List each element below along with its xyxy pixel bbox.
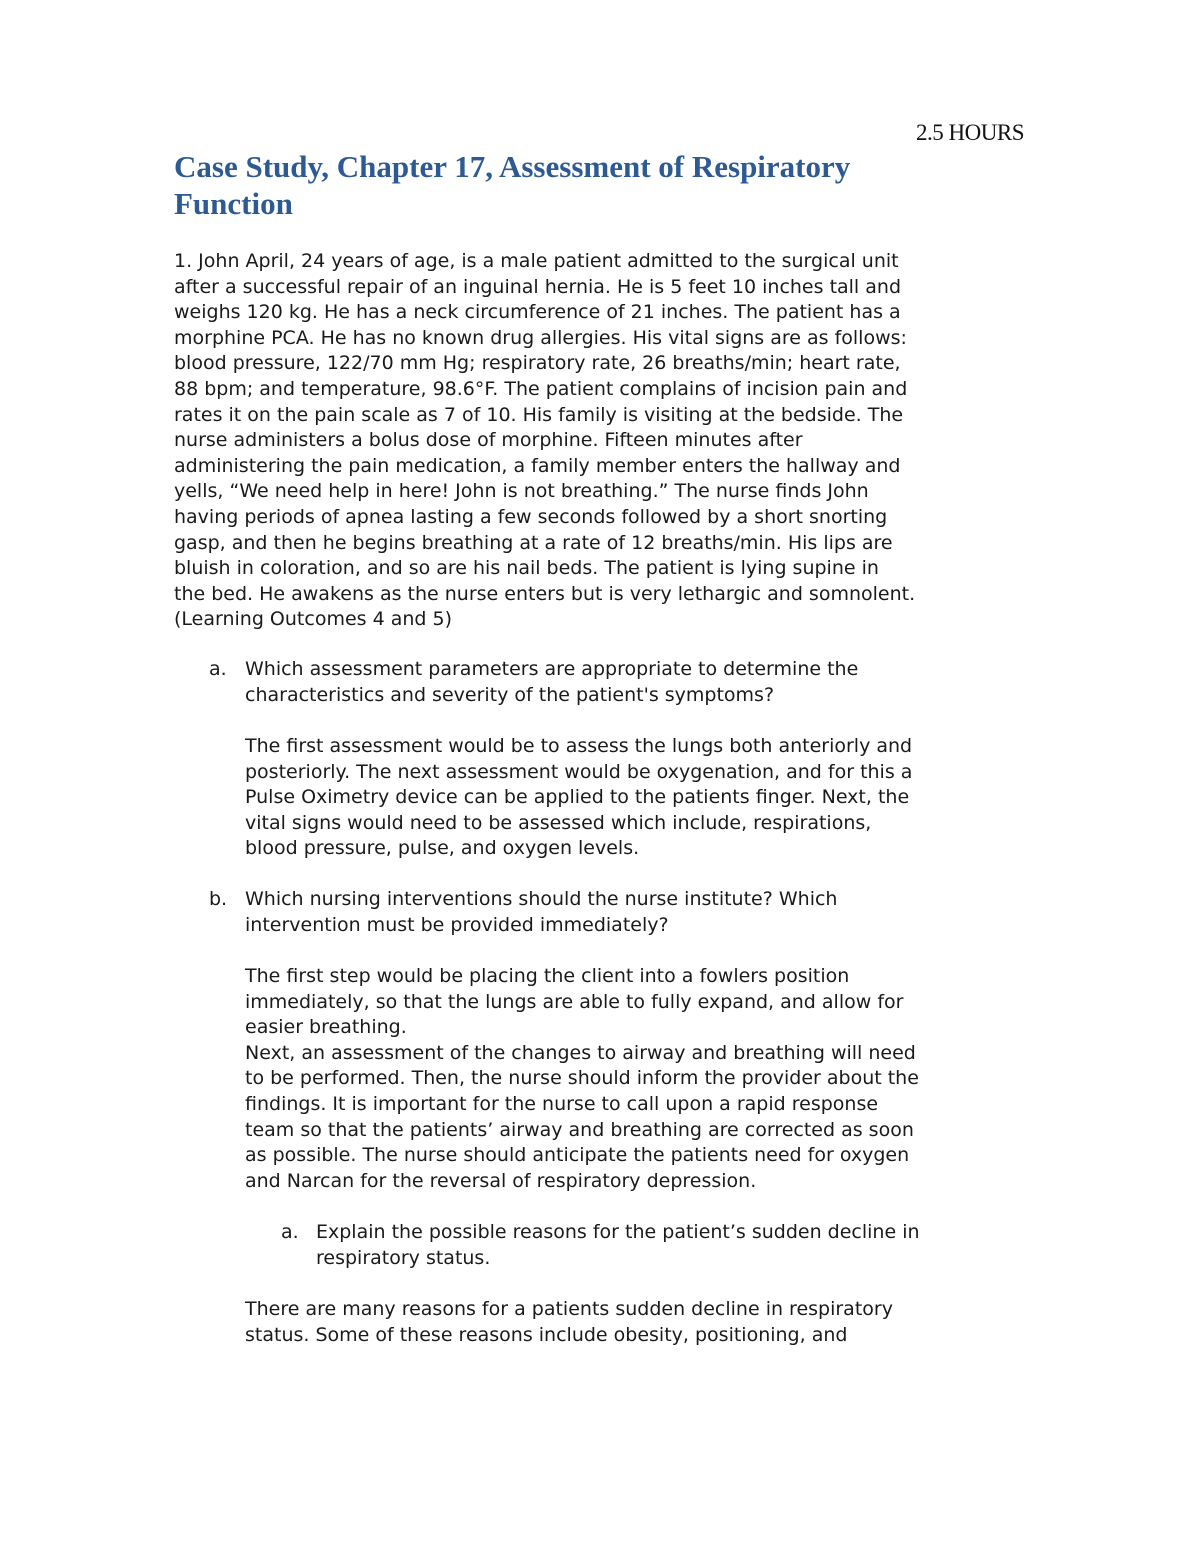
question-c-label: a. [281,1221,299,1243]
text-line: The first step would be placing the client into a fowlers position [245,965,850,987]
text-line: 88 bpm; and temperature, 98.6°F. The patient complains of incision pain and [174,377,908,400]
text-line: Explain the possible reasons for the patient’s sudden decline in [316,1221,920,1243]
text-line: yells, “We need help in here! John is not breathing.” The nurse finds John [174,480,869,503]
answer-c [245,1297,893,1348]
text-line: intervention must be provided immediately? [245,913,669,936]
text-line: Next, an assessment of the changes to airway and breathing will need [245,1041,916,1064]
text-line: easier breathing. [245,1016,407,1039]
answer-b [245,964,919,1194]
text-line: nurse administers a bolus dose of morphine. Fifteen minutes after [174,429,803,452]
page-title [174,148,850,222]
text-line: as possible. The nurse should anticipate the patients need for oxygen [245,1144,910,1167]
text-line: after a successful repair of an inguinal hernia. He is 5 feet 10 inches tall and [174,275,902,298]
title-line: Function [174,186,293,221]
text-line: respiratory status. [316,1246,491,1269]
question-b-label: b. [209,888,228,910]
text-line: team so that the patients’ airway and breathing are corrected as soon [245,1118,914,1141]
text-line: Which nursing interventions should the nurse institute? Which [245,888,838,910]
text-line: status. Some of these reasons include obesity, positioning, and [245,1323,848,1346]
text-line: gasp, and then he begins breathing at a rate of 12 breaths/min. His lips are [174,531,893,554]
text-line: There are many reasons for a patients sudden decline in respiratory [245,1298,893,1320]
text-line: Pulse Oximetry device can be applied to the patients finger. Next, the [245,786,910,809]
text-line: vital signs would need to be assessed which include, respirations, [245,811,872,834]
text-line: Which assessment parameters are appropriate to determine the [245,658,859,680]
text-line: bluish in coloration, and so are his nail beds. The patient is lying supine in [174,557,879,580]
text-line: 1. John April, 24 years of age, is a male patient admitted to the surgical unit [174,250,899,272]
text-line: rates it on the pain scale as 7 of 10. His family is visiting at the bedside. The [174,403,904,426]
text-line: characteristics and severity of the patient's symptoms? [245,683,775,706]
text-line: blood pressure, pulse, and oxygen levels. [245,837,640,860]
text-line: administering the pain medication, a family member enters the hallway and [174,454,901,477]
text-line: and Narcan for the reversal of respiratory depression. [245,1169,757,1192]
question-b [245,887,837,938]
text-line: the bed. He awakens as the nurse enters but is very lethargic and somnolent. [174,582,916,605]
text-line: (Learning Outcomes 4 and 5) [174,608,453,631]
text-line: posteriorly. The next assessment would be oxygenation, and for this a [245,760,913,783]
case-description [174,249,915,633]
title-line: Case Study, Chapter 17, Assessment of Respiratory [174,149,851,184]
text-line: morphine PCA. He has no known drug allergies. His vital signs are as follows: [174,326,907,349]
duration-label: 2.5 HOURS [916,120,1024,145]
question-a [245,657,858,708]
text-line: weighs 120 kg. He has a neck circumference of 21 inches. The patient has a [174,301,901,324]
text-line: The first assessment would be to assess the lungs both anteriorly and [245,735,913,757]
question-c [316,1220,920,1271]
text-line: immediately, so that the lungs are able to fully expand, and allow for [245,990,904,1013]
text-line: findings. It is important for the nurse to call upon a rapid response [245,1092,879,1115]
text-line: to be performed. Then, the nurse should inform the provider about the [245,1067,919,1090]
answer-a [245,734,912,862]
text-line: having periods of apnea lasting a few seconds followed by a short snorting [174,505,888,528]
question-a-label: a. [209,658,227,680]
text-line: blood pressure, 122/70 mm Hg; respiratory rate, 26 breaths/min; heart rate, [174,352,901,375]
